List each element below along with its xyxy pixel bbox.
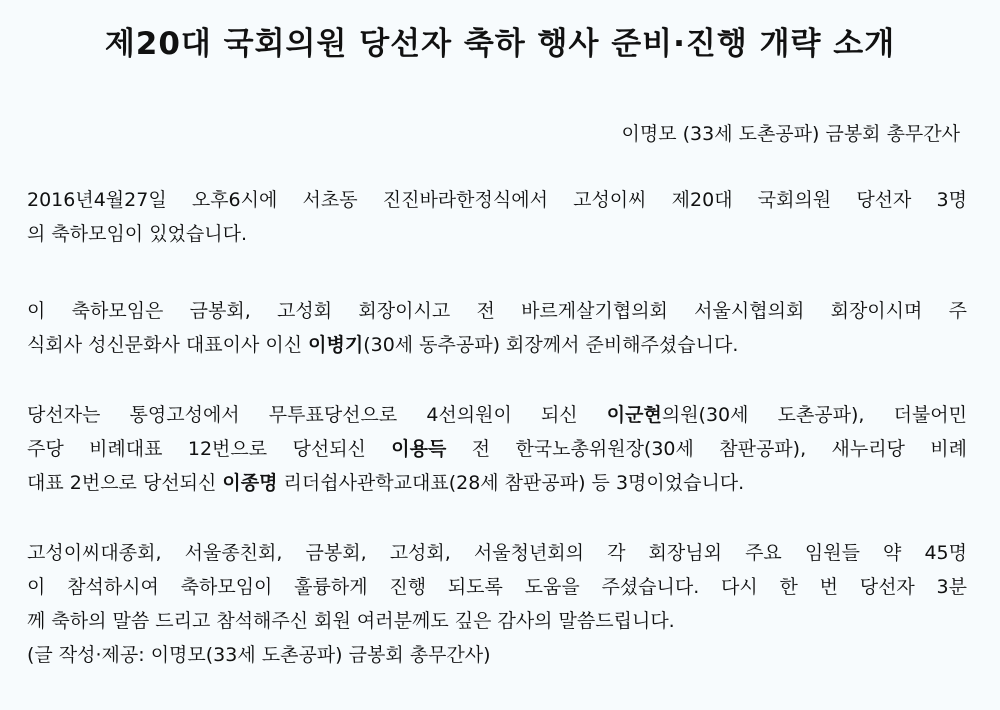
text-line xyxy=(27,432,967,466)
text-segment: 당선자는 통영고성에서 무투표당선으로 4선의원이 되신 xyxy=(27,404,607,426)
text-line: 께 축하의 말씀 드리고 참석해주신 회원 여러분께도 깊은 감사의 말씀드립니다. xyxy=(27,610,675,632)
paragraph-organizer xyxy=(27,294,967,362)
text-line xyxy=(27,328,967,362)
text-segment: 대표 2번으로 당선되신 xyxy=(27,472,223,494)
text-line: 이 축하모임은 금봉회, 고성회 회장이시고 전 바르게살기협의회 서울시협의회 회장이시며 주 xyxy=(27,300,967,322)
author-line: 이명모 (33세 도촌공파) 금봉회 총무간사 xyxy=(621,123,960,145)
elected-name-1: 이군현 xyxy=(606,404,662,426)
text-line: 2016년4월27일 오후6시에 서초동 진진바라한정식에서 고성이씨 제20대 국회의원 당선자 3명 xyxy=(27,189,967,211)
document-title: 제20대 국회의원 당선자 축하 행사 준비·진행 개략 소개 xyxy=(104,26,896,62)
organizer-name: 이병기 xyxy=(308,334,364,356)
text-line xyxy=(27,398,967,432)
elected-name-2: 이용득 xyxy=(391,438,447,460)
paragraph-event-date xyxy=(27,183,967,251)
text-segment: 전 한국노총위원장(30세 참판공파), 새누리당 비례 xyxy=(446,438,967,460)
text-line xyxy=(27,466,967,500)
text-line: 의 축하모임이 있었습니다. xyxy=(27,223,248,245)
elected-name-3: 이종명 xyxy=(222,472,278,494)
text-line: 이 참석하시여 축하모임이 훌륭하게 진행 되도록 도움을 주셨습니다. 다시 한 번 당선자 3분 xyxy=(27,576,967,598)
attribution-line: (글 작성·제공: 이명모(33세 도촌공파) 금봉회 총무간사) xyxy=(27,644,491,666)
text-segment: (30세 동추공파) 회장께서 준비해주셨습니다. xyxy=(363,334,739,356)
text-line: 고성이씨대종회, 서울종친회, 금봉회, 고성회, 서울청년회의 각 회장님외 주요 임원들 약 45명 xyxy=(27,542,967,564)
text-segment: 주당 비례대표 12번으로 당선되신 xyxy=(27,438,392,460)
text-segment: 의원(30세 도촌공파), 더불어민 xyxy=(661,404,967,426)
paragraph-elected-members xyxy=(27,398,967,500)
text-segment: 리더쉽사관학교대표(28세 참판공파) 등 3명이었습니다. xyxy=(277,472,745,494)
text-segment: 식회사 성신문화사 대표이사 이신 xyxy=(27,334,309,356)
paragraph-attendees xyxy=(27,536,967,672)
